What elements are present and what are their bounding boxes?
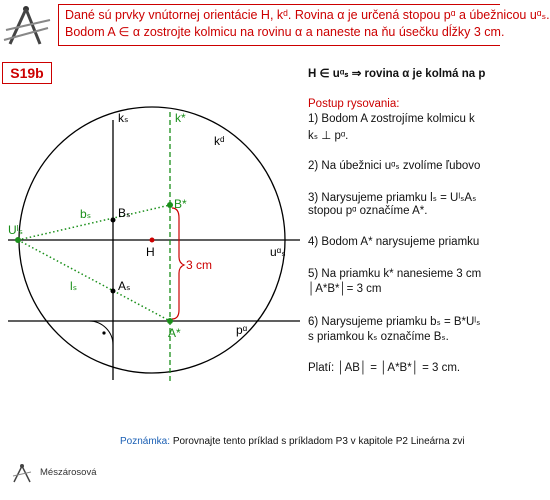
compass-logo [0, 0, 56, 48]
label-distance: 3 cm [186, 258, 213, 272]
label-Bs: Bₛ [118, 206, 131, 220]
point-Bs [111, 218, 116, 223]
step-1-line-2: kₛ ⊥ pᵅ. [308, 130, 349, 142]
point-Astar [167, 318, 173, 324]
note-text: Porovnajte tento príklad s príkladom P3 v kapitole P2 Lineárna zvi [172, 436, 465, 447]
author-name: Mészárosová [40, 467, 97, 478]
label-Uls: Uˡₛ [8, 223, 24, 237]
distance-brace [172, 208, 184, 319]
point-Bstar [167, 202, 173, 208]
label-kd: kᵈ [214, 134, 225, 148]
construction-diagram [0, 84, 305, 429]
step-6-line-2: s priamkou kₛ označíme Bₛ. [308, 331, 449, 343]
step-3-line-1: 3) Narysujeme priamku lₛ = UˡₛAₛ [308, 192, 477, 204]
label-ls: lₛ [70, 279, 78, 293]
label-bs: bₛ [80, 207, 92, 221]
exercise-badge: S19b [2, 62, 52, 84]
label-H: H [146, 245, 155, 259]
point-Uls [15, 237, 21, 243]
step-4: 4) Bodom A* narysujeme priamku [308, 236, 480, 248]
label-Bstar: B* [174, 197, 187, 211]
label-uas: uᵅₛ [270, 245, 286, 259]
point-H [150, 238, 155, 243]
label-Astar: A* [168, 326, 181, 340]
task-line-2: Bodom A ∈ α zostrojte kolmicu na rovinu α a naneste na ňu úsečku dĺžky 3 cm. [65, 25, 505, 39]
label-pa: pᵅ [236, 323, 248, 337]
note-label: Poznámka: [120, 436, 171, 447]
label-As: Aₛ [118, 279, 131, 293]
step-5-line-2: │A*B*│= 3 cm [308, 283, 382, 295]
condition-text: H ∈ uᵅₛ ⇒ rovina α je kolmá na p [308, 68, 486, 80]
label-kstar: k* [175, 111, 186, 125]
right-angle-dot [102, 331, 105, 334]
step-1-line-1: 1) Bodom A zostrojíme kolmicu k [308, 113, 475, 125]
right-angle-mark [89, 321, 113, 345]
task-statement [58, 4, 550, 46]
step-5-line-1: 5) Na priamku k* nanesieme 3 cm [308, 268, 482, 280]
task-line-1: Dané sú prvky vnútornej orientácie H, kᵈ. Rovina α je určená stopou pᵅ a úbežnicou uᵅₛ. [65, 8, 550, 22]
line-bs [18, 205, 170, 240]
compass-icon [0, 0, 56, 48]
author-logo-icon [10, 462, 34, 484]
step-3-line-2: stopou pᵅ označíme A*. [308, 205, 428, 217]
procedure-title: Postup rysovania: [308, 98, 400, 110]
point-As [111, 289, 116, 294]
result-text: Platí: │AB│ = │A*B*│ = 3 cm. [308, 362, 461, 374]
note [120, 436, 500, 447]
step-2: 2) Na úbežnici uᵅₛ zvolíme ľubovo [308, 160, 481, 172]
step-6-line-1: 6) Narysujeme priamku bₛ = B*Uˡₛ [308, 316, 481, 328]
label-ks: kₛ [118, 111, 129, 125]
